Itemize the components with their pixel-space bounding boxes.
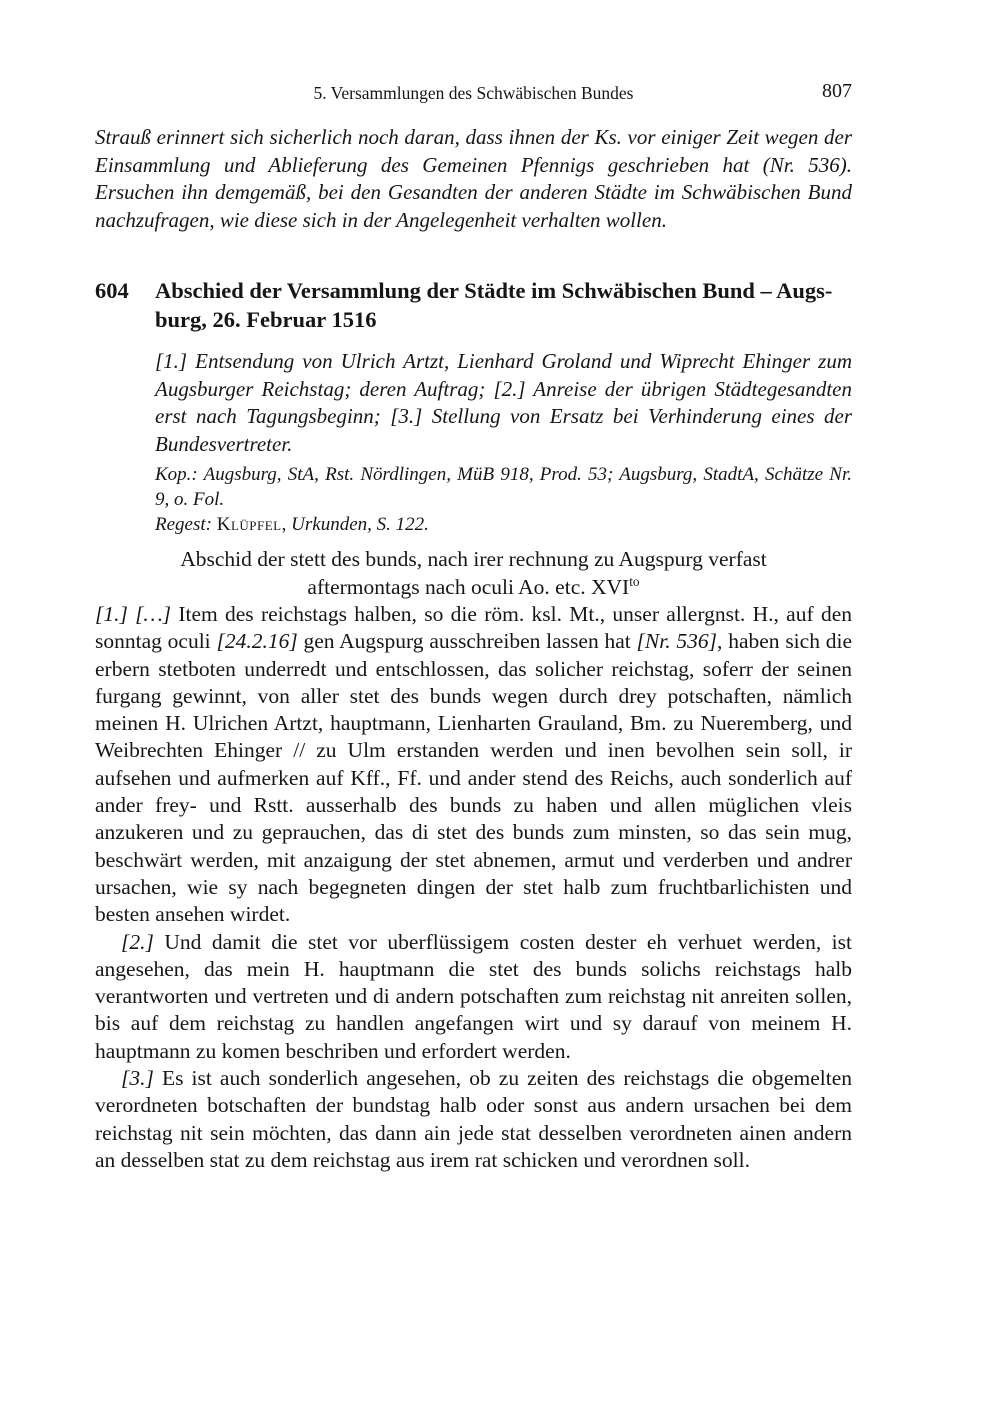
paragraph-2: [2.] Und damit die stet vor uberflüssigem costen dester eh verhuet werden, ist angesehen, das mein H. hauptmann die stet des bunds solichs reichstags halb verantworten und vertreten und di andern potschaften zum reichstag nit anreiten sollen, bis auf dem reichstag zu handlen angefangen wirt und sy darauf von meinem H. hauptmann zu komen beschriben und erfordert werden. <box>95 929 852 1063</box>
regest-separator: , <box>281 514 292 535</box>
regest-author: Klüpfel <box>216 514 282 535</box>
document-title <box>95 545 852 601</box>
running-header <box>95 82 852 104</box>
page-number: 807 <box>822 80 852 102</box>
entry-title <box>155 276 852 334</box>
regest-work: Urkunden, S. 122. <box>291 514 429 535</box>
intro-regest-paragraph: Strauß erinnert sich sicherlich noch daran, dass ihnen der Ks. vor einiger Zeit wegen der Einsammlung und Ablieferung des Gemeinen Pfennigs geschrieben hat (Nr. 536). Ersuchen ihn demgemäß, bei den Gesandten der anderen Städte im Schwäbischen Bund nachzufragen, wie diese sich in der Angelegenheit verhalten wollen. <box>95 125 852 232</box>
regest-label: Regest: <box>155 514 217 535</box>
page-content <box>95 82 852 1174</box>
entry-title-line1: Abschied der Versammlung der Städte im Schwäbischen Bund – Augs- <box>155 278 833 303</box>
paragraph-3: [3.] Es ist auch sonderlich angesehen, ob zu zeiten des reichstags die obgemelten verordneten botschaften der bundstag halb oder sonst aus andern ursachen bei dem reichstag nit sein möchten, das dann ain jede stat desselben verordneten ainen andern an desselben stat zu dem reichstag aus irem rat schicken und verordnen soll. <box>95 1066 853 1172</box>
entry-number: 604 <box>95 278 129 303</box>
entry-heading <box>95 276 852 334</box>
entry-summary: [1.] Entsendung von Ulrich Artzt, Lienhard Groland und Wiprecht Ehinger zum Augsburger Reichstag; deren Auftrag; [2.] Anreise der übrigen Städtegesandten erst nach Tagungsbeginn; [3.] Stellung von Ersatz bei Verhinderung eines der Bundesvertreter. <box>155 349 852 456</box>
entry-title-line2: burg, 26. Februar 1516 <box>155 307 377 332</box>
superscript-to: to <box>629 573 640 589</box>
paragraph-1: [1.] […] Item des reichstags halben, so die röm. ksl. Mt., unser allergnst. H., auf den sonntag oculi [24.2.16] gen Augspurg ausschreiben lassen hat [Nr. 536], haben sich die erbern stetboten underredt und entschlossen, das solicher reichstag, soferr der seinen furgang gewinnt, von aller stet des bunds wegen durch drey potschaften, nämlich meinen H. Ulrichen Artzt, hauptmann, Lienharten Grauland, Bm. zu Nueremberg, und Weibrechten Ehinger // zu Ulm erstanden werden und inen bevolhen sein soll, ir aufsehen und aufmerken auf Kff., Ff. und ander stend des Reichs, auch sonderlich auf ander frey- und Rstt. ausserhalb des bunds zu haben und allen müglichen vleis anzukeren und zu geprauchen, das di stet des bunds zum minsten, so das sein mug, beschwärt werden, mit anzaigung der stet abnemen, armut und verderben und andrer ursachen, wie sy nach begegneten dingen der stet halb zum fruchtbarlichisten und besten ansehen wirdet. <box>95 602 853 927</box>
document-title-line1: Abschid der stett des bunds, nach irer rechnung zu Augspurg verfast <box>180 547 767 571</box>
regest-citation-line <box>155 512 852 537</box>
running-header-title: 5. Versammlungen des Schwäbischen Bundes <box>313 83 634 103</box>
kop-source-line: Kop.: Augsburg, StA, Rst. Nördlingen, MüB 918, Prod. 53; Augsburg, StadtA, Schätze Nr. 9, o. Fol. <box>155 464 852 510</box>
document-title-line2: aftermontags nach oculi Ao. etc. $XVI^{to}$ <box>307 573 640 599</box>
